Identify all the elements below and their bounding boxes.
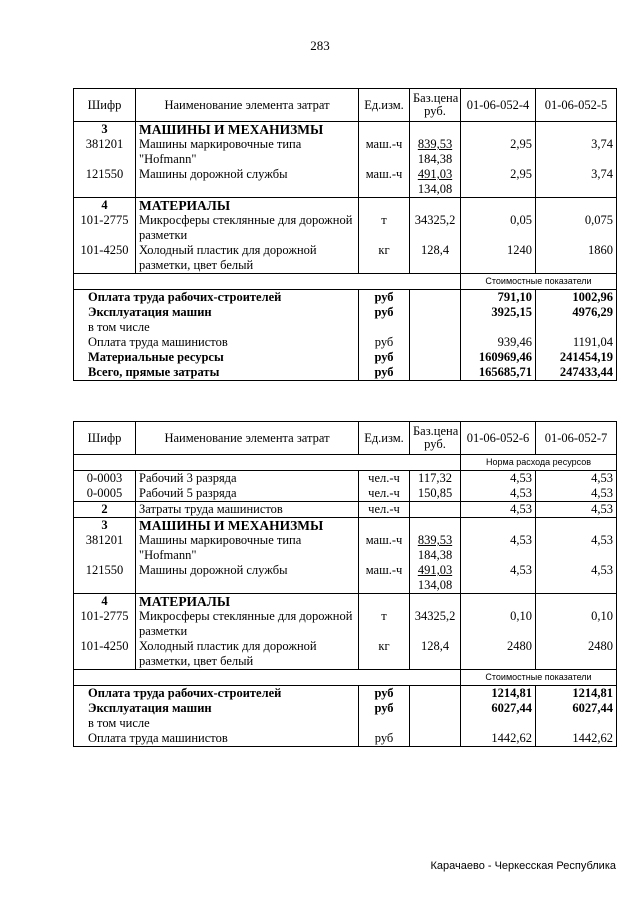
summary-value-b: 6027,44 <box>536 701 617 716</box>
summary-value-a <box>461 320 536 335</box>
summary-row <box>74 350 617 365</box>
row-code: 101-4250 <box>74 243 136 274</box>
table-header <box>74 89 617 122</box>
table-row <box>74 502 617 518</box>
table-row <box>74 486 617 502</box>
summary-value-b: 241454,19 <box>536 350 617 365</box>
header-name: Наименование элемента затрат <box>136 89 359 122</box>
table-header <box>74 422 617 455</box>
blank-cell <box>410 716 461 731</box>
blank-cell <box>359 274 410 290</box>
estimate-table-2 <box>73 421 617 747</box>
summary-unit: руб <box>359 701 410 716</box>
table-row <box>74 639 617 670</box>
row-code: 101-2775 <box>74 609 136 639</box>
summary-value-b: 1002,96 <box>536 290 617 306</box>
table-row <box>74 213 617 243</box>
price-total: 491,03 <box>417 167 453 181</box>
summary-value-a: 939,46 <box>461 335 536 350</box>
summary-name: Эксплуатация машин <box>74 701 359 716</box>
summary-unit <box>359 320 410 335</box>
row-name: Холодный пластик для дорожной разметки, цвет белый <box>136 243 359 274</box>
header-col-b: 01-06-052-7 <box>536 422 617 455</box>
row-unit: кг <box>359 639 410 670</box>
summary-name: Всего, прямые затраты <box>74 365 359 381</box>
price-wage: 184,38 <box>417 152 453 166</box>
blank-cell <box>410 335 461 350</box>
row-unit <box>359 198 410 214</box>
blank-cell <box>410 731 461 747</box>
row-price <box>410 198 461 214</box>
row-value-a: 4,53 <box>461 563 536 594</box>
row-value-a: 1240 <box>461 243 536 274</box>
row-code: 4 <box>74 594 136 610</box>
row-value-b: 4,53 <box>536 563 617 594</box>
row-price: 34325,2 <box>410 213 461 243</box>
summary-value-b: 4976,29 <box>536 305 617 320</box>
price-total: 839,53 <box>417 137 453 151</box>
summary-name: в том числе <box>74 716 359 731</box>
summary-name: Материальные ресурсы <box>74 350 359 365</box>
estimate-table-1 <box>73 88 617 381</box>
row-value-b: 4,53 <box>536 471 617 487</box>
summary-row <box>74 701 617 716</box>
summary-unit: руб <box>359 335 410 350</box>
header-price: Баз.цена руб. <box>410 422 461 455</box>
row-price: 128,4 <box>410 639 461 670</box>
blank-cell <box>410 455 461 471</box>
price-wage: 184,38 <box>417 548 453 562</box>
row-price: 117,32 <box>410 471 461 487</box>
row-price <box>410 563 461 594</box>
summary-value-b: 1191,04 <box>536 335 617 350</box>
norm-header-row <box>74 455 617 471</box>
summary-unit <box>359 716 410 731</box>
row-name: Холодный пластик для дорожной разметки, цвет белый <box>136 639 359 670</box>
header-col-b: 01-06-052-5 <box>536 89 617 122</box>
table-row <box>74 518 617 534</box>
blank-cell <box>359 670 410 686</box>
norm-header: Норма расхода ресурсов <box>461 455 617 471</box>
table-row <box>74 198 617 214</box>
row-value-a: 0,05 <box>461 213 536 243</box>
row-value-b: 4,53 <box>536 533 617 563</box>
row-value-b: 0,10 <box>536 609 617 639</box>
row-code: 3 <box>74 122 136 138</box>
row-code: 381201 <box>74 137 136 167</box>
row-name: Машины маркировочные типа "Hofmann" <box>136 533 359 563</box>
blank-cell <box>136 455 359 471</box>
row-value-b: 3,74 <box>536 137 617 167</box>
row-value-a: 2480 <box>461 639 536 670</box>
table-row <box>74 533 617 563</box>
blank-cell <box>136 670 359 686</box>
summary-name: Эксплуатация машин <box>74 305 359 320</box>
row-name: Микросферы стеклянные для дорожной разметки <box>136 213 359 243</box>
summary-row <box>74 335 617 350</box>
table-row <box>74 471 617 487</box>
page-number: 283 <box>310 38 330 53</box>
table-row <box>74 594 617 610</box>
summary-value-a: 1442,62 <box>461 731 536 747</box>
row-unit <box>359 594 410 610</box>
blank-cell <box>410 305 461 320</box>
row-unit: маш.-ч <box>359 137 410 167</box>
row-value-a: 4,53 <box>461 486 536 502</box>
row-code: 4 <box>74 198 136 214</box>
row-value-b <box>536 518 617 534</box>
summary-value-a: 3925,15 <box>461 305 536 320</box>
blank-cell <box>410 701 461 716</box>
price-total: 491,03 <box>417 563 453 577</box>
row-value-a <box>461 594 536 610</box>
summary-name: Оплата труда машинистов <box>74 731 359 747</box>
row-value-b: 4,53 <box>536 486 617 502</box>
summary-value-a <box>461 716 536 731</box>
row-code: 0-0005 <box>74 486 136 502</box>
table-row <box>74 243 617 274</box>
row-price <box>410 122 461 138</box>
summary-row <box>74 731 617 747</box>
row-value-b: 1860 <box>536 243 617 274</box>
row-value-a: 2,95 <box>461 137 536 167</box>
summary-name: в том числе <box>74 320 359 335</box>
footer-region: Карачаево - Черкесская Республика <box>430 860 616 872</box>
cost-header-row <box>74 670 617 686</box>
row-unit: маш.-ч <box>359 563 410 594</box>
row-price <box>410 518 461 534</box>
summary-row <box>74 305 617 320</box>
summary-value-a: 1214,81 <box>461 686 536 702</box>
row-value-b <box>536 594 617 610</box>
row-value-b: 0,075 <box>536 213 617 243</box>
row-unit: маш.-ч <box>359 167 410 198</box>
summary-row <box>74 365 617 381</box>
header-col-a: 01-06-052-6 <box>461 422 536 455</box>
summary-value-a: 791,10 <box>461 290 536 306</box>
row-name: Машины маркировочные типа "Hofmann" <box>136 137 359 167</box>
header-price: Баз.цена руб. <box>410 89 461 122</box>
header-code: Шифр <box>74 422 136 455</box>
blank-cell <box>410 274 461 290</box>
row-code: 121550 <box>74 563 136 594</box>
row-name: МАШИНЫ И МЕХАНИЗМЫ <box>136 122 359 138</box>
blank-cell <box>410 686 461 702</box>
row-value-a: 4,53 <box>461 502 536 518</box>
header-col-a: 01-06-052-4 <box>461 89 536 122</box>
row-name: Рабочий 3 разряда <box>136 471 359 487</box>
row-code: 101-4250 <box>74 639 136 670</box>
row-unit: кг <box>359 243 410 274</box>
row-code: 101-2775 <box>74 213 136 243</box>
row-name: Рабочий 5 разряда <box>136 486 359 502</box>
row-value-b: 2480 <box>536 639 617 670</box>
summary-value-b <box>536 320 617 335</box>
blank-cell <box>410 670 461 686</box>
row-value-b <box>536 198 617 214</box>
row-value-a <box>461 518 536 534</box>
row-name: Микросферы стеклянные для дорожной разметки <box>136 609 359 639</box>
price-wage: 134,08 <box>417 182 453 196</box>
blank-cell <box>410 350 461 365</box>
summary-name: Оплата труда рабочих-строителей <box>74 290 359 306</box>
header-name: Наименование элемента затрат <box>136 422 359 455</box>
summary-row <box>74 716 617 731</box>
row-name: Затраты труда машинистов <box>136 502 359 518</box>
row-value-a: 4,53 <box>461 533 536 563</box>
row-price <box>410 594 461 610</box>
summary-name: Оплата труда рабочих-строителей <box>74 686 359 702</box>
summary-unit: руб <box>359 731 410 747</box>
table-row <box>74 609 617 639</box>
row-value-a: 2,95 <box>461 167 536 198</box>
row-name: МАТЕРИАЛЫ <box>136 594 359 610</box>
row-price: 150,85 <box>410 486 461 502</box>
summary-row <box>74 290 617 306</box>
row-price <box>410 167 461 198</box>
row-unit: маш.-ч <box>359 533 410 563</box>
table-row <box>74 563 617 594</box>
blank-cell <box>74 274 136 290</box>
summary-value-b: 1214,81 <box>536 686 617 702</box>
row-price: 128,4 <box>410 243 461 274</box>
summary-unit: руб <box>359 686 410 702</box>
blank-cell <box>74 455 136 471</box>
row-price <box>410 137 461 167</box>
row-name: Машины дорожной службы <box>136 563 359 594</box>
row-code: 0-0003 <box>74 471 136 487</box>
summary-unit: руб <box>359 290 410 306</box>
blank-cell <box>136 274 359 290</box>
summary-value-b <box>536 716 617 731</box>
row-unit: т <box>359 609 410 639</box>
row-unit: чел.-ч <box>359 502 410 518</box>
blank-cell <box>410 365 461 381</box>
row-unit: чел.-ч <box>359 471 410 487</box>
row-price <box>410 502 461 518</box>
table-row <box>74 122 617 138</box>
cost-header: Стоимостные показатели <box>461 670 617 686</box>
summary-unit: руб <box>359 350 410 365</box>
row-name: Машины дорожной службы <box>136 167 359 198</box>
summary-row <box>74 686 617 702</box>
row-name: МАШИНЫ И МЕХАНИЗМЫ <box>136 518 359 534</box>
summary-row <box>74 320 617 335</box>
summary-value-a: 160969,46 <box>461 350 536 365</box>
row-name: МАТЕРИАЛЫ <box>136 198 359 214</box>
row-price: 34325,2 <box>410 609 461 639</box>
table-row <box>74 167 617 198</box>
header-unit: Ед.изм. <box>359 89 410 122</box>
row-value-b: 4,53 <box>536 502 617 518</box>
summary-value-a: 165685,71 <box>461 365 536 381</box>
price-wage: 134,08 <box>417 578 453 592</box>
row-value-a <box>461 122 536 138</box>
row-code: 3 <box>74 518 136 534</box>
summary-unit: руб <box>359 365 410 381</box>
row-price <box>410 533 461 563</box>
summary-name: Оплата труда машинистов <box>74 335 359 350</box>
header-unit: Ед.изм. <box>359 422 410 455</box>
row-code: 121550 <box>74 167 136 198</box>
row-value-a: 0,10 <box>461 609 536 639</box>
row-unit: т <box>359 213 410 243</box>
row-code: 381201 <box>74 533 136 563</box>
header-code: Шифр <box>74 89 136 122</box>
row-unit <box>359 518 410 534</box>
summary-unit: руб <box>359 305 410 320</box>
summary-value-b: 1442,62 <box>536 731 617 747</box>
row-value-b: 3,74 <box>536 167 617 198</box>
row-value-b <box>536 122 617 138</box>
row-code: 2 <box>74 502 136 518</box>
summary-value-b: 247433,44 <box>536 365 617 381</box>
row-value-a: 4,53 <box>461 471 536 487</box>
summary-value-a: 6027,44 <box>461 701 536 716</box>
cost-header: Стоимостные показатели <box>461 274 617 290</box>
blank-cell <box>410 290 461 306</box>
blank-cell <box>410 320 461 335</box>
price-total: 839,53 <box>417 533 453 547</box>
table-row <box>74 137 617 167</box>
row-unit: чел.-ч <box>359 486 410 502</box>
cost-header-row <box>74 274 617 290</box>
row-unit <box>359 122 410 138</box>
blank-cell <box>74 670 136 686</box>
blank-cell <box>359 455 410 471</box>
row-value-a <box>461 198 536 214</box>
